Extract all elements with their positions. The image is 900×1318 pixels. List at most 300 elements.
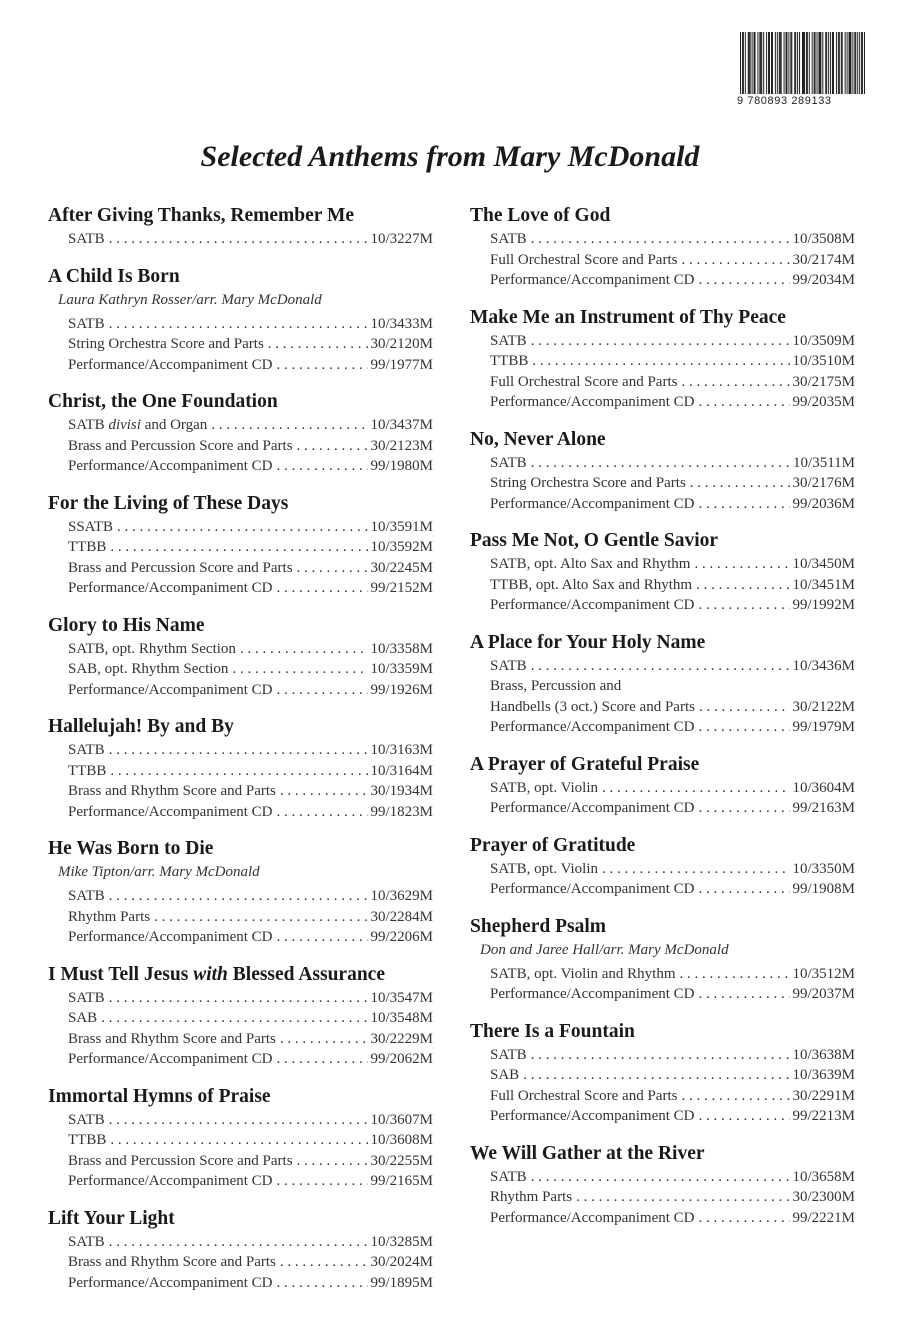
edition-label-text: Brass and Rhythm Score and Parts	[68, 1254, 276, 1270]
anthem-title	[470, 833, 855, 859]
anthem-title-text: Shepherd Psalm	[470, 915, 606, 937]
edition-label-text: Brass and Percussion Score and Parts	[68, 559, 293, 576]
edition-label	[490, 717, 695, 738]
barcode-bar	[830, 32, 831, 94]
barcode-bar	[841, 32, 842, 94]
edition-row	[48, 1252, 433, 1273]
edition-row	[48, 659, 433, 680]
edition-label	[490, 250, 677, 271]
edition-row	[470, 859, 855, 880]
barcode-bar	[781, 32, 782, 94]
anthem-credit: Laura Kathryn Rosser/arr. Mary McDonald	[58, 291, 322, 308]
barcode-bar	[787, 32, 788, 94]
dot-leader	[602, 859, 790, 880]
edition-label-text: SAB	[490, 1067, 520, 1083]
anthem-title-text: There Is a Fountain	[470, 1020, 635, 1042]
barcode-bar	[806, 32, 807, 94]
catalog-number: 30/2245M	[370, 559, 433, 576]
dot-leader	[523, 1065, 790, 1086]
anthem-title-text: Lift Your Light	[48, 1207, 175, 1229]
edition-label-text: SATB	[68, 1111, 105, 1128]
edition-label-text: Brass, Percussion and	[490, 678, 622, 694]
edition-label-text: Performance/Accompaniment CD	[68, 458, 273, 474]
edition-row	[48, 436, 433, 457]
barcode-bar	[819, 32, 820, 94]
barcode-bar	[825, 32, 826, 94]
edition-row	[48, 680, 433, 701]
dot-leader	[696, 575, 790, 596]
anthem-entry	[48, 962, 433, 1070]
edition-label-text: Performance/Accompaniment CD	[490, 1209, 695, 1226]
barcode-bar	[771, 32, 772, 94]
dot-leader	[576, 1187, 790, 1208]
dot-leader	[277, 927, 369, 948]
barcode-bar	[861, 32, 862, 94]
dot-leader	[232, 659, 368, 680]
edition-label-text: Performance/Accompaniment CD	[490, 800, 695, 816]
catalog-number: 99/2037M	[792, 986, 855, 1002]
edition-label-text: Full Orchestral Score and Parts	[490, 1087, 678, 1104]
edition-label	[68, 1008, 97, 1029]
catalog-number: 10/3433M	[370, 315, 433, 332]
edition-row	[470, 1065, 855, 1086]
edition-label	[490, 1187, 572, 1208]
anthem-title	[470, 752, 855, 778]
anthem-title-text: I Must Tell Jesus	[48, 963, 189, 985]
barcode-bar	[750, 32, 751, 94]
edition-label-text: SATB	[68, 315, 105, 332]
barcode-bar	[803, 32, 804, 94]
barcode-bar	[772, 32, 773, 94]
edition-label	[68, 907, 150, 928]
edition-label	[68, 886, 105, 907]
edition-label	[490, 984, 695, 1005]
dot-leader	[699, 494, 791, 515]
edition-label	[490, 554, 690, 575]
barcode-bar	[849, 32, 850, 94]
edition-label	[68, 659, 228, 680]
edition-label-text: Performance/Accompaniment CD	[490, 597, 695, 613]
anthem-credit: Don and Jaree Hall/arr. Mary McDonald	[480, 941, 729, 958]
edition-row	[470, 1167, 855, 1188]
dot-leader	[699, 798, 791, 819]
dot-leader	[280, 781, 369, 802]
catalog-number: 99/2062M	[370, 1051, 433, 1067]
edition-label	[490, 595, 695, 616]
catalog-number: 10/3227M	[370, 231, 433, 247]
edition-label-text: Performance/Accompaniment CD	[68, 1173, 273, 1189]
catalog-number: 30/2300M	[792, 1189, 855, 1205]
barcode-bar	[794, 32, 795, 94]
barcode-bar	[833, 32, 834, 94]
anthem-title	[48, 203, 433, 229]
edition-label	[68, 1252, 276, 1273]
anthem-title	[470, 203, 855, 229]
barcode-bar	[797, 32, 798, 94]
dot-leader	[531, 656, 791, 677]
dot-leader	[531, 331, 791, 352]
catalog-number: 99/2213M	[792, 1108, 855, 1124]
catalog-number: 99/1926M	[370, 681, 433, 698]
edition-label	[490, 1208, 695, 1229]
edition-row	[48, 558, 433, 579]
catalog-number: 30/2120M	[370, 336, 433, 352]
barcode-bar	[742, 32, 743, 94]
edition-label	[68, 1232, 105, 1253]
edition-label	[68, 436, 293, 457]
edition-label-text: Performance/Accompaniment CD	[490, 986, 695, 1002]
anthem-title-text: A Child Is Born	[48, 265, 180, 287]
barcode-bar	[745, 32, 746, 94]
anthem-title-text: A Prayer of Grateful Praise	[470, 753, 700, 775]
barcode-bar	[838, 32, 839, 94]
edition-label	[68, 415, 207, 436]
barcode-bar	[804, 32, 805, 94]
edition-row	[48, 927, 433, 948]
anthem-title-text: Glory to His Name	[48, 614, 205, 636]
barcode-bar	[763, 32, 764, 94]
catalog-number: 10/3164M	[370, 762, 433, 779]
catalog-number: 30/2291M	[792, 1087, 855, 1104]
catalog-number: 10/3450M	[792, 556, 855, 572]
edition-label	[490, 879, 695, 900]
dot-leader	[277, 578, 369, 599]
catalog-number: 10/3350M	[792, 860, 855, 877]
edition-row	[470, 879, 855, 900]
dot-leader	[211, 415, 368, 436]
catalog-number: 10/3592M	[370, 539, 433, 555]
catalog-number: 99/1895M	[370, 1274, 433, 1291]
anthem-title-text: We Will Gather at the River	[470, 1142, 705, 1164]
catalog-number: 10/3358M	[370, 640, 433, 657]
barcode-bar	[768, 32, 769, 94]
dot-leader	[110, 1130, 368, 1151]
dot-leader	[531, 453, 791, 474]
edition-row	[470, 964, 855, 985]
edition-label-text: Performance/Accompaniment CD	[490, 1108, 695, 1124]
edition-row	[470, 392, 855, 413]
edition-label	[490, 575, 692, 596]
catalog-number: 10/3511M	[793, 454, 855, 471]
catalog-number: 99/1992M	[792, 597, 855, 613]
edition-label-text: Brass and Rhythm Score and Parts	[68, 783, 276, 799]
edition-label-text: SATB	[68, 742, 105, 758]
dot-leader	[297, 1151, 369, 1172]
edition-label-text: SAB, opt. Rhythm Section	[68, 661, 229, 677]
catalog-number: 10/3451M	[792, 576, 855, 593]
barcode-bar	[855, 32, 856, 94]
barcode-bar	[826, 32, 827, 94]
anthem-title-text: He Was Born to Die	[48, 838, 214, 859]
dot-leader	[109, 1110, 369, 1131]
dot-leader	[277, 1273, 369, 1294]
edition-label-text: TTBB	[68, 762, 107, 779]
edition-label-text: SATB	[68, 231, 105, 247]
dot-leader	[109, 314, 369, 335]
anthem-title	[470, 630, 855, 656]
edition-label-text: SSATB	[68, 518, 114, 535]
edition-label-suffix: and Organ	[144, 417, 208, 433]
dot-leader	[101, 1008, 368, 1029]
edition-row	[470, 1086, 855, 1107]
edition-row	[470, 453, 855, 474]
anthem-entry	[48, 264, 433, 376]
barcode-bar	[802, 32, 803, 94]
edition-label	[490, 473, 686, 494]
dot-leader	[699, 879, 791, 900]
edition-row	[470, 494, 855, 515]
barcode-bar	[779, 32, 780, 94]
edition-label	[490, 1086, 677, 1107]
anthem-list-right	[470, 203, 855, 1242]
barcode-bar	[847, 32, 848, 94]
barcode-digits: 9 780893 289133	[737, 95, 832, 107]
edition-label	[68, 1151, 293, 1172]
catalog-number: 99/1980M	[370, 458, 433, 474]
anthem-entry	[48, 389, 433, 477]
edition-row	[48, 355, 433, 376]
dot-leader	[280, 1029, 369, 1050]
dot-leader	[681, 1086, 790, 1107]
edition-label-text: Performance/Accompaniment CD	[68, 803, 273, 820]
edition-label-text: SATB, opt. Violin	[490, 779, 599, 796]
catalog-number: 30/1934M	[370, 783, 433, 799]
edition-label	[490, 392, 695, 413]
edition-row	[470, 575, 855, 596]
anthem-entry	[48, 1084, 433, 1192]
barcode-bar	[839, 32, 840, 94]
barcode-bar	[766, 32, 767, 94]
barcode-bar	[788, 32, 789, 94]
edition-row	[48, 886, 433, 907]
anthem-title-text: For the Living of These Days	[48, 492, 289, 514]
barcode-bar	[807, 32, 808, 94]
edition-row	[48, 1130, 433, 1151]
catalog-number: 10/3359M	[370, 661, 433, 677]
barcode-bar	[795, 32, 796, 94]
barcode-bar	[822, 32, 823, 94]
dot-leader	[154, 907, 368, 928]
edition-row	[470, 351, 855, 372]
edition-label-text: SATB, opt. Violin and Rhythm	[490, 965, 676, 982]
dot-leader	[277, 802, 369, 823]
dot-leader	[277, 355, 369, 376]
dot-leader	[277, 1171, 369, 1192]
dot-leader	[109, 886, 369, 907]
barcode-bar	[852, 32, 853, 94]
edition-label-text: Brass and Percussion Score and Parts	[68, 437, 293, 454]
edition-label	[68, 334, 264, 355]
edition-label	[490, 494, 695, 515]
dot-leader	[277, 456, 369, 477]
anthem-title	[48, 836, 433, 862]
anthem-title	[470, 1019, 855, 1045]
edition-label-text: Rhythm Parts	[68, 908, 151, 925]
anthem-entry	[48, 1206, 433, 1294]
catalog-number: 30/2229M	[370, 1030, 433, 1047]
barcode-bar	[836, 32, 837, 94]
edition-row	[48, 639, 433, 660]
edition-label	[490, 372, 677, 393]
anthem-entry	[470, 203, 855, 291]
catalog-number: 99/2035M	[792, 394, 855, 410]
catalog-number: 10/3548M	[370, 1010, 433, 1026]
anthem-entry	[470, 752, 855, 819]
barcode-bar	[842, 32, 843, 94]
catalog-number: 30/2122M	[792, 698, 855, 715]
dot-leader	[699, 595, 791, 616]
edition-label-text: Full Orchestral Score and Parts	[490, 373, 678, 390]
edition-row	[48, 740, 433, 761]
edition-label	[68, 537, 106, 558]
catalog-number: 10/3547M	[370, 989, 433, 1006]
barcode-bar	[743, 32, 744, 94]
edition-row	[470, 984, 855, 1005]
edition-row	[470, 331, 855, 352]
edition-row	[470, 554, 855, 575]
barcode-bar	[799, 32, 800, 94]
dot-leader	[699, 1106, 791, 1127]
edition-row	[48, 1029, 433, 1050]
anthem-title-text: Hallelujah! By and By	[48, 716, 234, 737]
anthem-entry	[470, 833, 855, 900]
anthem-title-text: A Place for Your Holy Name	[470, 631, 706, 653]
edition-label	[490, 351, 528, 372]
anthem-entry	[48, 203, 433, 250]
edition-label-text: Performance/Accompaniment CD	[68, 1274, 273, 1291]
edition-label-text: SATB	[490, 657, 527, 674]
anthem-title	[48, 389, 433, 415]
edition-label	[68, 740, 105, 761]
barcode-bar	[769, 32, 770, 94]
catalog-number: 99/2163M	[792, 800, 855, 816]
anthem-entry	[470, 1141, 855, 1229]
dot-leader	[531, 229, 791, 250]
catalog-number: 99/2036M	[792, 495, 855, 512]
edition-label	[68, 988, 105, 1009]
edition-label	[490, 859, 598, 880]
anthem-entry	[470, 630, 855, 738]
barcode-bar	[828, 32, 829, 94]
edition-label-text: SATB	[68, 417, 105, 433]
edition-row	[48, 1110, 433, 1131]
edition-label-text: Performance/Accompaniment CD	[490, 272, 695, 288]
edition-label-text: Performance/Accompaniment CD	[68, 929, 273, 945]
barcode-bar	[748, 32, 749, 94]
edition-label-text: SAB	[68, 1010, 98, 1026]
edition-label	[68, 1049, 273, 1070]
edition-label	[490, 964, 676, 985]
edition-label-text: SATB	[490, 332, 527, 349]
barcode-bar	[757, 32, 758, 94]
anthem-title-suffix: Blessed Assurance	[232, 963, 385, 985]
barcode-bar	[819, 32, 820, 94]
dot-leader	[699, 697, 791, 718]
edition-row	[470, 372, 855, 393]
edition-label	[68, 1130, 106, 1151]
dot-leader	[699, 717, 791, 738]
anthem-entry	[470, 1019, 855, 1127]
dot-leader	[681, 372, 790, 393]
dot-leader	[277, 680, 369, 701]
catalog-number: 99/1979M	[792, 719, 855, 735]
edition-row	[48, 1049, 433, 1070]
edition-row	[48, 1171, 433, 1192]
edition-row	[470, 798, 855, 819]
edition-label	[490, 697, 695, 718]
barcode-bar	[784, 32, 785, 94]
dot-leader	[694, 554, 790, 575]
edition-label	[490, 798, 695, 819]
barcode-bar	[859, 32, 860, 94]
anthem-title-text: Prayer of Gratitude	[470, 834, 636, 856]
edition-label-text: TTBB, opt. Alto Sax and Rhythm	[490, 576, 693, 593]
barcode-bar	[864, 32, 865, 94]
anthem-entry	[48, 613, 433, 701]
edition-row	[470, 778, 855, 799]
edition-row	[48, 537, 433, 558]
anthem-entry	[470, 305, 855, 413]
barcode-bar	[820, 32, 821, 94]
dot-leader	[110, 537, 368, 558]
catalog-number: 10/3658M	[792, 1168, 855, 1185]
edition-label	[490, 778, 598, 799]
edition-label	[68, 229, 105, 250]
edition-label-text: String Orchestra Score and Parts	[68, 336, 264, 352]
edition-label-italic: divisi	[108, 417, 141, 433]
edition-row	[48, 988, 433, 1009]
edition-label	[68, 314, 105, 335]
edition-row	[48, 1232, 433, 1253]
edition-row	[470, 595, 855, 616]
catalog-number: 30/2175M	[792, 373, 855, 390]
barcode-bar	[740, 32, 741, 94]
edition-label-text: Full Orchestral Score and Parts	[490, 251, 678, 268]
anthem-title	[470, 528, 855, 554]
catalog-number: 30/2176M	[792, 475, 855, 491]
edition-label	[490, 270, 695, 291]
edition-row	[470, 229, 855, 250]
catalog-number: 10/3509M	[792, 332, 855, 349]
barcode-bar	[850, 32, 851, 94]
barcode-bar	[814, 32, 815, 94]
edition-row	[470, 656, 855, 677]
edition-label	[68, 680, 273, 701]
edition-label	[68, 781, 276, 802]
edition-row	[48, 781, 433, 802]
edition-label-text: SATB	[490, 1168, 527, 1185]
barcode-bar	[780, 32, 781, 94]
catalog-number: 99/2206M	[370, 929, 433, 945]
edition-label	[68, 456, 273, 477]
barcode-bar	[786, 32, 787, 94]
edition-row	[470, 250, 855, 271]
anthem-title-text: Immortal Hymns of Praise	[48, 1085, 271, 1107]
anthem-title	[470, 305, 855, 331]
anthem-title-text: After Giving Thanks, Remember Me	[48, 205, 355, 226]
edition-row	[470, 1208, 855, 1229]
dot-leader	[109, 740, 369, 761]
dot-leader	[690, 473, 791, 494]
barcode-bar	[850, 32, 851, 94]
page-title: Selected Anthems from Mary McDonald	[200, 140, 700, 173]
anthem-title-text: Make Me an Instrument of Thy Peace	[470, 306, 786, 328]
barcode-bar	[832, 32, 833, 94]
catalog-number: 30/2024M	[370, 1254, 433, 1270]
barcode-bar	[791, 32, 792, 94]
edition-row	[470, 717, 855, 738]
edition-row	[48, 229, 433, 250]
